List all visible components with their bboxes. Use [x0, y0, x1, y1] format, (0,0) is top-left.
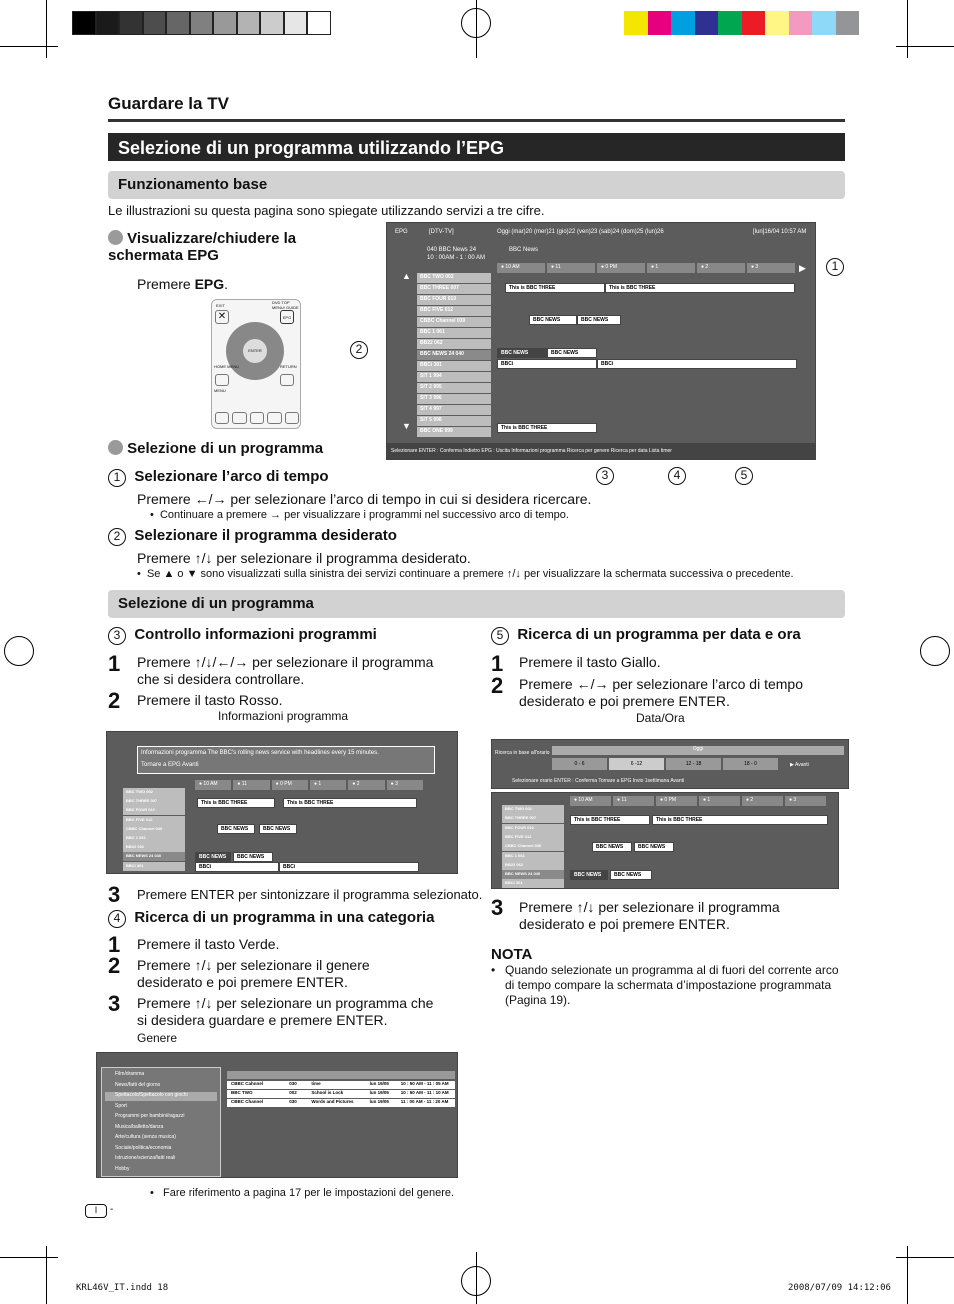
genre-note: • Fare riferimento a pagina 17 per le impostazioni del genere.	[150, 1187, 455, 1199]
return-label: RETURN	[280, 364, 297, 369]
time-slot: ● 3	[387, 780, 423, 790]
channel-row: BBC NEWS 24 040	[417, 350, 491, 360]
channel-row: BB22 062	[417, 339, 491, 349]
exit-button-icon: ✕	[215, 310, 229, 324]
genre-result-cell: lun 19/05	[369, 1099, 389, 1104]
channel-row: BBCi 301	[502, 879, 564, 888]
nota-title: NOTA	[491, 946, 533, 963]
date-epg-illustration	[491, 792, 839, 889]
c5-step1: Premere il tasto Giallo.	[519, 654, 661, 670]
c3-step3: Premere ENTER per sintonizzare il programma selezionato.	[137, 887, 483, 902]
channel-row: BBC FOUR 010	[502, 824, 564, 833]
intro-text: Le illustrazioni su questa pagina sono spiegate utilizzando servizi a tre cifre.	[108, 203, 545, 218]
genre-screen-illustration	[96, 1052, 458, 1178]
callout-2: 2	[350, 341, 368, 359]
channel-row: CBBC Channel 030	[417, 317, 491, 327]
channel-row: BBC TWO 002	[502, 805, 564, 814]
channel-row: BBC FIVE 012	[417, 306, 491, 316]
genre-item: Sociale/politica/economia	[115, 1144, 172, 1151]
epg-screen-illustration	[386, 222, 816, 460]
epg-clock: [lun]16/04 10:57 AM	[753, 229, 807, 235]
exit-label: EXIT	[216, 303, 225, 308]
time-slot: ● 11	[547, 263, 595, 273]
page-suffix: -	[110, 1204, 114, 1215]
c4-step1: Premere il tasto Verde.	[137, 936, 280, 952]
channel-row: BBCi 301	[417, 361, 491, 371]
time-slot: ● 11	[613, 796, 654, 806]
epg-top-label: EPG	[395, 229, 408, 235]
menu-label: MENU	[214, 388, 226, 393]
genre-item: Musica/balletto/danza	[115, 1123, 164, 1130]
date-slot: 18 - 0	[723, 758, 778, 770]
step2-text: Premere ↑/↓ per selezionare il programma desiderato.	[137, 550, 471, 566]
genre-item: News/fatti del giorno	[115, 1081, 161, 1088]
transport-buttons-icon	[215, 412, 299, 424]
c3-step2: Premere il tasto Rosso.	[137, 692, 283, 708]
crop-mark	[476, 1252, 477, 1304]
time-slot: ● 10 AM	[195, 780, 231, 790]
channel-row: BBC 1 061	[417, 328, 491, 338]
date-legend: Selezionare orario ENTER : Conferma Tornare a EPG Invio 1settimana Avanti	[512, 778, 685, 784]
crop-mark	[476, 0, 477, 58]
channel-row: SIT 2 995	[417, 383, 491, 393]
step-number: 1	[108, 932, 121, 957]
program-cell-selected: BBC NEWS	[195, 852, 231, 862]
date-title: Ricerca in base all'orario	[495, 750, 550, 756]
page-marker: I	[85, 1204, 107, 1218]
program-cell-selected: BBC NEWS	[497, 348, 547, 358]
genre-item: Film/dramma	[115, 1071, 145, 1077]
time-slot: ● 2	[697, 263, 745, 273]
c5-step3: Premere ↑/↓ per selezionare il programma desiderato e poi premere ENTER.	[519, 899, 780, 932]
program-cell: This is BBC THREE	[505, 283, 605, 293]
time-slot: ● 1	[699, 796, 740, 806]
channel-row: BBC FIVE 012	[123, 816, 185, 825]
date-slot: 12 - 18	[666, 758, 721, 770]
step1-text: Premere ←/→ per selezionare l’arco di tempo in cui si desidera ricercare.	[137, 491, 592, 507]
epg-button: EPG	[280, 310, 294, 324]
c3-step1: Premere ↑/↓/←/→ per selezionare il programma che si desidera controllare.	[137, 654, 434, 687]
genre-result-cell: 10 : 50 AM - 11 : 10 AM	[400, 1090, 449, 1095]
crop-mark	[896, 1257, 954, 1258]
step-number: 2	[108, 953, 121, 978]
genre-result-row	[227, 1090, 455, 1098]
section-title: Guardare la TV	[108, 94, 229, 113]
program-cell: This is BBC THREE	[497, 423, 597, 433]
color-swatch	[765, 11, 789, 35]
gray-swatch	[72, 11, 96, 35]
step-number: 3	[108, 991, 121, 1016]
step1-bullet: • Continuare a premere → per visualizzare i programmi nel successivo arco di tempo.	[150, 509, 569, 521]
home-label: HOME MENU	[214, 364, 239, 369]
genre-result-cell: 11 : 00 AM - 11 : 20 AM	[400, 1099, 449, 1104]
gray-swatch	[213, 11, 237, 35]
channel-row: SIT 1 994	[417, 372, 491, 382]
nota-text: • Quando selezionate un programma al di fuori del corrente arco di tempo compare la schermata d’impostazione programmata (Pagina 19).	[491, 963, 839, 1007]
time-slot: ● 10 AM	[570, 796, 611, 806]
program-cell: This is BBC THREE	[197, 798, 275, 808]
crop-mark	[896, 46, 954, 47]
gray-swatch	[166, 11, 190, 35]
channel-row: CBBC Channel 030	[123, 825, 185, 834]
program-cell: BBC NEWS	[577, 315, 621, 325]
genre-result-cell: School is Lock	[311, 1090, 344, 1095]
subsection-bar	[108, 171, 845, 199]
channel-row: BBC 1 061	[123, 834, 185, 843]
gray-swatch	[307, 11, 331, 35]
time-slot: ● 0 PM	[272, 780, 308, 790]
time-slot: ● 3	[785, 796, 826, 806]
channel-row: BBC NEWS 24 040	[502, 870, 564, 879]
selezione-heading: Selezione di un programma	[108, 440, 323, 457]
visual-heading: Visualizzare/chiudere la schermata EPG	[108, 230, 297, 264]
channel-row: BBC NEWS 24 040	[123, 852, 185, 861]
page-title: Selezione di un programma utilizzando l’EPG	[108, 133, 845, 161]
genre-date-header	[227, 1071, 455, 1079]
step2-heading: 2 Selezionare il programma desiderato	[108, 527, 397, 546]
channel-row: BB22 062	[502, 861, 564, 870]
step-number: 2	[491, 673, 504, 698]
color-swatch	[789, 11, 813, 35]
gray-swatch	[190, 11, 214, 35]
color-swatch	[812, 11, 836, 35]
genre-item: Spettacolo/Spettacolo con giochi	[105, 1092, 217, 1101]
step1-heading: 1 Selezionare l’arco di tempo	[108, 468, 329, 487]
scroll-up-icon: ▲	[402, 271, 411, 281]
subsection-title: Selezione di un programma	[118, 595, 314, 612]
epg-info-channel: 040 BBC News 24	[427, 247, 477, 253]
info-buttons: Tornare a EPG Avanti	[141, 762, 199, 768]
time-slot: ● 11	[233, 780, 269, 790]
epg-tv-label: [DTV-TV]	[429, 229, 454, 235]
time-slot: ● 3	[747, 263, 795, 273]
channel-row: CBBC Channel 030	[502, 842, 564, 851]
genre-result-cell: CBBC Channel	[231, 1099, 264, 1104]
genre-item: Hobby	[115, 1165, 130, 1172]
step-number: 3	[491, 895, 504, 920]
crop-mark	[46, 0, 47, 58]
scroll-down-icon: ▼	[402, 421, 411, 431]
program-cell: BBC NEWS	[217, 824, 255, 834]
callout-4: 4	[668, 467, 686, 485]
channel-row: BBC TWO 002	[123, 788, 185, 797]
genre-result-cell: BBC TWO	[231, 1090, 253, 1095]
channel-row: BBC 1 061	[502, 852, 564, 861]
channel-row: SIT 5 998	[417, 416, 491, 426]
callout-1: 1	[826, 258, 844, 276]
c4-step2: Premere ↑/↓ per selezionare il genere desiderato e poi premere ENTER.	[137, 957, 370, 990]
program-cell: BBC NEWS	[259, 824, 297, 834]
program-cell: This is BBC THREE	[283, 798, 417, 808]
epg-days: Oggi (mar)20 (mer)21 (gio)22 (ven)23 (sab)24 (dom)25 (lun)26	[497, 229, 664, 235]
divider	[108, 119, 845, 122]
dvd-label: DVD TOP MENU/ GUIDE	[272, 300, 299, 310]
c3-heading: 3 Controllo informazioni programmi	[108, 626, 377, 645]
genre-result-cell: CBBC Cahnnel	[231, 1081, 264, 1086]
time-slot: ● 0 PM	[656, 796, 697, 806]
time-slot: ● 2	[742, 796, 783, 806]
enter-button: ENTER	[243, 339, 267, 363]
genre-item: Istruzione/scienza/fatti reali	[115, 1155, 176, 1161]
color-swatch	[742, 11, 766, 35]
program-cell: This is BBC THREE	[652, 815, 828, 825]
c5-heading: 5 Ricerca di un programma per data e ora	[491, 626, 801, 645]
channel-row: BB22 062	[123, 843, 185, 852]
bullet-dot-icon	[108, 230, 123, 245]
gray-swatch	[237, 11, 261, 35]
program-cell: BBCi	[279, 862, 419, 872]
program-cell: This is BBC THREE	[605, 283, 795, 293]
program-cell: BBC NEWS	[592, 842, 632, 852]
gray-swatch	[119, 11, 143, 35]
epg-info-time: 10 : 00AM - 1 : 00 AM	[427, 255, 486, 261]
subsection-title: Funzionamento base	[118, 176, 268, 193]
genre-list	[101, 1067, 221, 1177]
program-cell: BBC NEWS	[529, 315, 577, 325]
step-number: 1	[108, 651, 121, 676]
color-swatch	[718, 11, 742, 35]
channel-row: BBC TWO 002	[417, 273, 491, 283]
genre-result-row	[227, 1099, 455, 1107]
registration-mark	[4, 636, 34, 666]
date-avanti: ▶ Avanti	[790, 762, 809, 768]
color-swatch	[695, 11, 719, 35]
program-cell-selected: BBC NEWS	[570, 870, 608, 880]
footer-file: KRL46V_IT.indd 18	[76, 1283, 169, 1293]
genre-result-row	[227, 1081, 455, 1089]
crop-mark	[907, 0, 908, 58]
crop-mark	[46, 1246, 47, 1304]
color-swatch	[836, 11, 860, 35]
genre-label: Genere	[137, 1031, 178, 1045]
time-slot: ● 0 PM	[597, 263, 645, 273]
date-label: Data/Ora	[636, 711, 685, 725]
channel-row: BBCi 301	[123, 862, 185, 871]
info-screen-illustration	[106, 731, 458, 874]
program-cell: BBCi	[195, 862, 279, 872]
time-slot: ● 1	[647, 263, 695, 273]
date-oggi: Oggi	[552, 746, 844, 755]
program-cell: BBC NEWS	[634, 842, 674, 852]
program-cell: This is BBC THREE	[570, 815, 650, 825]
genre-result-cell: 030	[289, 1099, 297, 1104]
genre-result-cell: time	[311, 1081, 321, 1086]
channel-row: BBC THREE 007	[417, 284, 491, 294]
program-cell: BBCi	[497, 359, 597, 369]
program-cell: BBC NEWS	[233, 852, 273, 862]
channel-row: BBC ONE 999	[417, 427, 491, 437]
date-slot: 0 - 6	[552, 758, 607, 770]
genre-item: Arte/cultura (senza musica)	[115, 1134, 176, 1140]
date-popup-illustration	[491, 739, 849, 789]
next-arrow-icon: ▶	[799, 263, 806, 273]
epg-legend: Selezionare ENTER : Conferma Indietro EPG : Uscita Informazioni programma Ricerca per genere Ricerca per data Lista timer	[387, 443, 816, 460]
subsection-bar	[108, 590, 845, 618]
genre-result-cell: 002	[289, 1090, 297, 1095]
step2-bullet: • Se ▲ o ▼ sono visualizzati sulla sinistra dei servizi continuare a premere ↑/↓ per visualizzare la schermata successiva o precedente.	[137, 568, 794, 580]
epg-info-title: BBC News	[509, 247, 539, 253]
color-swatch	[648, 11, 672, 35]
genre-result-cell: lun 19/05	[369, 1090, 389, 1095]
genre-result-cell: 10 : 50 AM - 11 : 05 AM	[400, 1081, 449, 1086]
crop-mark	[0, 46, 58, 47]
program-cell: BBC NEWS	[547, 348, 597, 358]
color-swatch	[624, 11, 648, 35]
return-button-icon	[280, 374, 294, 386]
c4-heading: 4 Ricerca di un programma in una categoria	[108, 909, 434, 928]
crop-mark	[907, 1246, 908, 1304]
step-number: 2	[108, 688, 121, 713]
step-number: 3	[108, 882, 121, 907]
program-cell: BBC NEWS	[610, 870, 652, 880]
program-cell: BBCi	[597, 359, 797, 369]
callout-3: 3	[596, 467, 614, 485]
c4-step3: Premere ↑/↓ per selezionare un programma che si desidera guardare e premere ENTER.	[137, 995, 434, 1028]
channel-row: SIT 4 997	[417, 405, 491, 415]
gray-swatch	[260, 11, 284, 35]
premere-epg: Premere EPG.	[137, 276, 229, 292]
genre-result-cell: Words and Pictures	[311, 1099, 354, 1104]
channel-row: BBC FOUR 010	[123, 806, 185, 815]
genre-item: Programmi per bambini/ragazzi	[115, 1113, 185, 1119]
channel-row: BBC THREE 007	[502, 814, 564, 823]
remote-control-illustration	[211, 299, 301, 429]
info-label: Informazioni programma	[218, 709, 349, 723]
home-button-icon	[215, 374, 229, 386]
time-slot: ● 10 AM	[497, 263, 545, 273]
c5-step2: Premere ←/→ per selezionare l’arco di tempo desiderato e poi premere ENTER.	[519, 676, 804, 709]
time-slot: ● 2	[348, 780, 384, 790]
step-number: 1	[491, 651, 504, 676]
registration-mark	[920, 636, 950, 666]
info-text: Informazioni programma The BBC's rolling news service with headlines every 15 minutes.	[141, 750, 379, 756]
time-slot: ● 1	[310, 780, 346, 790]
genre-item: Sport	[115, 1102, 127, 1109]
callout-5: 5	[735, 467, 753, 485]
bullet-dot-icon	[108, 440, 123, 455]
channel-row: BBC FIVE 012	[502, 833, 564, 842]
gray-swatch	[96, 11, 120, 35]
gray-swatch	[143, 11, 167, 35]
date-slot: 6 -12	[609, 758, 664, 770]
footer-date: 2008/07/09 14:12:06	[788, 1283, 891, 1293]
gray-swatch	[284, 11, 308, 35]
genre-result-cell: 030	[289, 1081, 297, 1086]
channel-row: BBC THREE 007	[123, 797, 185, 806]
crop-mark	[0, 1257, 58, 1258]
channel-row: BBC FOUR 010	[417, 295, 491, 305]
color-swatch	[671, 11, 695, 35]
channel-row: SIT 3 996	[417, 394, 491, 404]
genre-result-cell: lun 19/05	[369, 1081, 389, 1086]
